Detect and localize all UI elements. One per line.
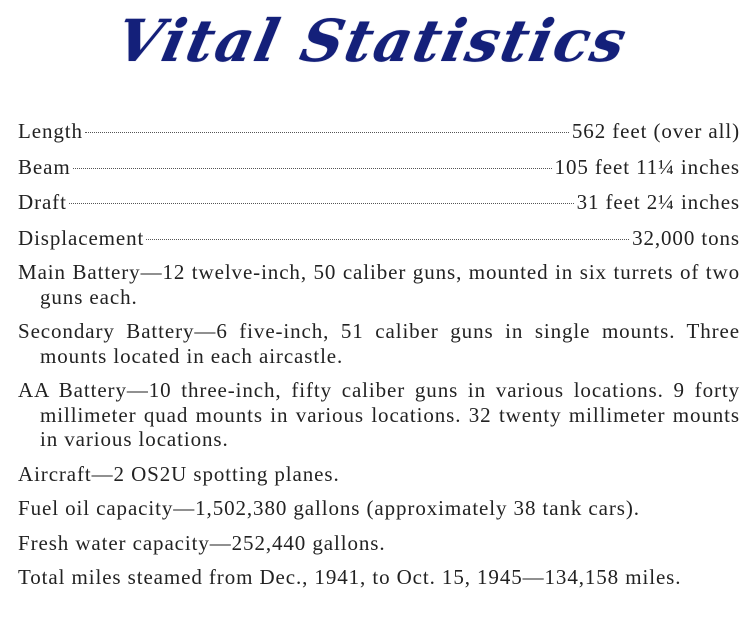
stat-value: 105 feet 11¼ inches — [554, 154, 740, 179]
stat-row-displacement — [18, 225, 740, 261]
stat-row-beam — [18, 154, 740, 190]
stat-secondary-battery: Secondary Battery—6 five-inch, 51 caliber guns in single mounts. Three mounts located in each aircastle. — [18, 319, 740, 368]
stat-main-battery: Main Battery—12 twelve-inch, 50 caliber guns, mounted in six turrets of two guns each. — [18, 260, 740, 309]
stat-fresh-water: Fresh water capacity—252,440 gallons. — [18, 530, 386, 555]
stat-label: Length — [18, 119, 83, 143]
dot-leader — [73, 168, 552, 169]
stat-fuel-oil: Fuel oil capacity—1,502,380 gallons (approximately 38 tank cars). — [18, 496, 640, 520]
stat-aa-battery: AA Battery—10 three-inch, fifty caliber guns in various locations. 9 forty millimeter quad mounts in various locations. 32 twenty millimeter mounts in various locations. — [18, 378, 740, 451]
stat-row-length — [18, 118, 740, 154]
stat-aircraft: Aircraft—2 OS2U spotting planes. — [18, 461, 340, 486]
page-title: Vital Statistics — [110, 7, 634, 75]
stat-value: 31 feet 2¼ inches — [576, 190, 740, 214]
stat-value: 562 feet (over all) — [571, 119, 740, 143]
stat-label: Beam — [18, 154, 71, 179]
dot-leader — [69, 203, 574, 204]
stat-label: Displacement — [18, 225, 145, 250]
dot-leader — [146, 239, 629, 240]
stat-label: Draft — [18, 190, 67, 214]
stat-total-miles: Total miles steamed from Dec., 1941, to Oct. 15, 1945—134,158 miles. — [18, 565, 682, 589]
stats-list — [18, 118, 740, 600]
stat-value: 32,000 tons — [632, 225, 740, 250]
dot-leader — [85, 132, 569, 133]
stat-row-draft — [18, 189, 740, 225]
